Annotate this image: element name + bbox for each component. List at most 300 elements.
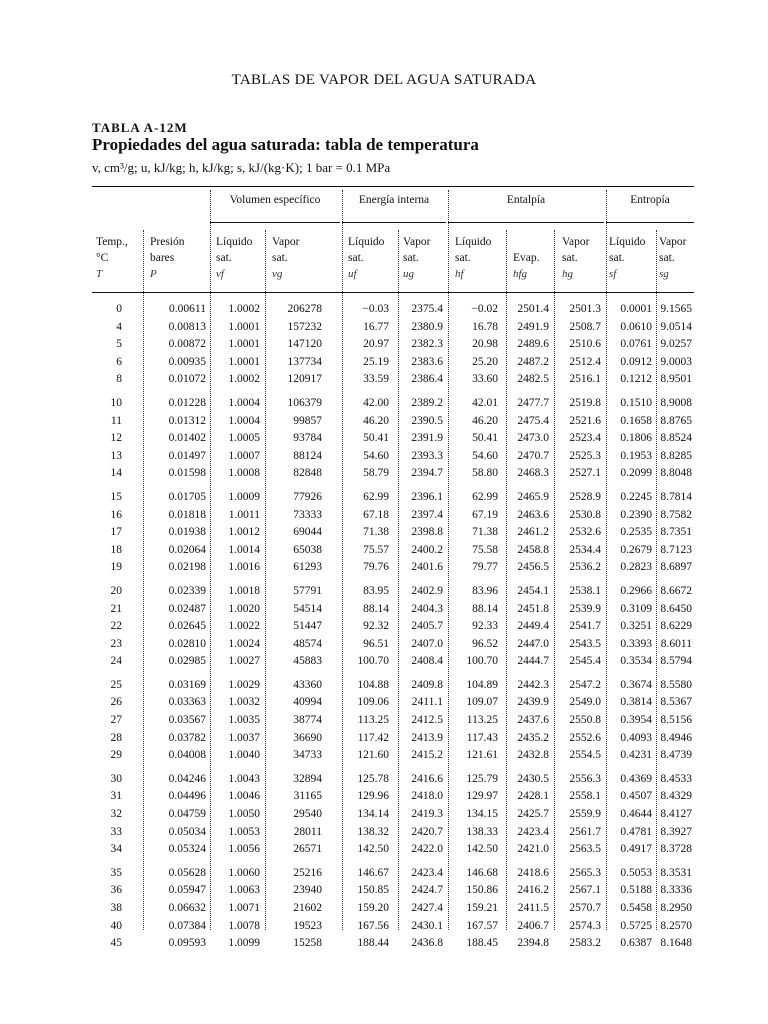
vg-cell: 28011 bbox=[293, 825, 322, 838]
hfg-cell: 2406.7 bbox=[517, 919, 549, 932]
uf-cell: 25.19 bbox=[363, 355, 389, 368]
hf-cell: 109.07 bbox=[466, 696, 498, 709]
hf-cell: 96.52 bbox=[472, 637, 498, 650]
uf-cell: 159.20 bbox=[357, 902, 389, 914]
table-row bbox=[0, 338, 768, 356]
table-row bbox=[0, 467, 768, 485]
vf-cell: 1.0078 bbox=[228, 919, 260, 932]
vg-cell: 45883 bbox=[293, 655, 322, 668]
hg-cell: 2574.3 bbox=[569, 919, 601, 932]
pressure-cell: 0.01598 bbox=[168, 467, 206, 480]
ug-cell: 2418.0 bbox=[411, 790, 443, 803]
temp-cell: 33 bbox=[110, 825, 122, 838]
ug-cell: 2397.4 bbox=[411, 508, 443, 521]
vf-cell: 1.0027 bbox=[228, 655, 260, 668]
ug-cell: 2408.4 bbox=[411, 655, 443, 668]
hg-cell: 2527.1 bbox=[569, 467, 601, 480]
hf-cell: −0.02 bbox=[471, 303, 498, 315]
hfg-cell: 2470.7 bbox=[517, 449, 549, 462]
sg-cell: 8.5156 bbox=[660, 714, 692, 727]
ug-cell: 2383.6 bbox=[411, 355, 443, 368]
uf-cell: 121.60 bbox=[357, 749, 389, 762]
ug-cell: 2398.8 bbox=[411, 526, 443, 539]
hf-cell: 67.19 bbox=[472, 508, 498, 521]
ug-cell: 2405.7 bbox=[411, 620, 443, 633]
hg-cell: 2508.7 bbox=[569, 320, 601, 333]
pressure-cell: 0.01312 bbox=[168, 414, 206, 427]
hg-cell: 2559.9 bbox=[569, 808, 601, 821]
header-sf: Líquido sat. sf bbox=[609, 236, 646, 280]
temp-cell: 14 bbox=[110, 467, 122, 480]
row-group bbox=[0, 491, 768, 579]
table-row bbox=[0, 937, 768, 955]
uf-cell: 67.18 bbox=[363, 508, 389, 521]
hf-cell: 129.97 bbox=[466, 790, 498, 803]
sf-cell: 0.4369 bbox=[620, 772, 652, 785]
sg-cell: 8.7351 bbox=[660, 526, 692, 539]
temp-cell: 11 bbox=[110, 414, 122, 427]
vf-cell: 1.0053 bbox=[228, 825, 260, 838]
hfg-cell: 2458.8 bbox=[517, 543, 549, 556]
hg-cell: 2550.8 bbox=[569, 714, 601, 727]
vf-cell: 1.0020 bbox=[228, 602, 260, 615]
vf-cell: 1.0060 bbox=[228, 866, 260, 879]
vg-cell: 26571 bbox=[293, 843, 322, 856]
pressure-cell: 0.05947 bbox=[168, 884, 206, 897]
sg-cell: 8.8524 bbox=[660, 432, 692, 445]
uf-cell: 92.32 bbox=[363, 620, 389, 633]
hfg-cell: 2411.5 bbox=[517, 902, 549, 914]
hf-cell: 71.38 bbox=[472, 526, 498, 539]
uf-cell: 79.76 bbox=[363, 561, 389, 574]
vg-cell: 88124 bbox=[293, 449, 322, 462]
sf-cell: 0.2535 bbox=[620, 526, 652, 539]
temp-cell: 4 bbox=[116, 320, 122, 333]
ug-cell: 2382.3 bbox=[411, 338, 443, 351]
uf-cell: 62.99 bbox=[363, 490, 389, 503]
vg-cell: 34733 bbox=[293, 749, 322, 762]
vf-cell: 1.0008 bbox=[228, 467, 260, 480]
vg-cell: 31165 bbox=[293, 790, 322, 803]
temp-cell: 29 bbox=[110, 749, 122, 762]
table-row bbox=[0, 902, 768, 920]
sf-cell: 0.5458 bbox=[620, 902, 652, 914]
row-group bbox=[0, 303, 768, 391]
hg-cell: 2536.2 bbox=[569, 561, 601, 574]
temp-cell: 34 bbox=[110, 843, 122, 856]
header-sg: Vapor sat. sg bbox=[659, 236, 687, 280]
hf-cell: 16.78 bbox=[472, 320, 498, 333]
vf-cell: 1.0001 bbox=[228, 320, 260, 333]
sf-cell: 0.1658 bbox=[620, 414, 652, 427]
sg-cell: 8.4127 bbox=[660, 808, 692, 821]
hfg-cell: 2501.4 bbox=[517, 303, 549, 315]
temp-cell: 24 bbox=[110, 655, 122, 668]
vf-cell: 1.0001 bbox=[228, 355, 260, 368]
header-ug: Vapor sat. ug bbox=[403, 236, 431, 280]
hg-cell: 2510.6 bbox=[569, 338, 601, 351]
hfg-cell: 2444.7 bbox=[517, 655, 549, 668]
sg-cell: 8.3927 bbox=[660, 825, 692, 838]
pressure-cell: 0.03567 bbox=[168, 714, 206, 727]
hf-cell: 75.58 bbox=[472, 543, 498, 556]
hf-cell: 25.20 bbox=[472, 355, 498, 368]
header-hf: Líquido sat. hf bbox=[455, 236, 492, 280]
hf-cell: 138.33 bbox=[466, 825, 498, 838]
hg-cell: 2532.6 bbox=[569, 526, 601, 539]
sg-cell: 8.6672 bbox=[660, 584, 692, 597]
vf-cell: 1.0001 bbox=[228, 338, 260, 351]
pressure-cell: 0.02198 bbox=[168, 561, 206, 574]
hf-cell: 121.61 bbox=[466, 749, 498, 762]
sg-cell: 8.4533 bbox=[660, 772, 692, 785]
ug-cell: 2419.3 bbox=[411, 808, 443, 821]
vg-cell: 54514 bbox=[293, 602, 322, 615]
uf-cell: 138.32 bbox=[357, 825, 389, 838]
temp-cell: 28 bbox=[110, 731, 122, 744]
uf-cell: 20.97 bbox=[363, 338, 389, 351]
group-rule-entropy bbox=[606, 222, 694, 223]
hf-cell: 46.20 bbox=[472, 414, 498, 427]
uf-cell: 88.14 bbox=[363, 602, 389, 615]
table-row bbox=[0, 450, 768, 468]
uf-cell: 146.67 bbox=[357, 866, 389, 879]
hg-cell: 2530.8 bbox=[569, 508, 601, 521]
header-uf: Líquido sat. uf bbox=[348, 236, 385, 280]
sg-cell: 8.6897 bbox=[660, 561, 692, 574]
hf-cell: 104.89 bbox=[466, 678, 498, 691]
sf-cell: 0.5188 bbox=[620, 884, 652, 897]
temp-cell: 15 bbox=[110, 490, 122, 503]
sg-cell: 8.6011 bbox=[660, 637, 692, 650]
temp-cell: 6 bbox=[116, 355, 122, 368]
vf-cell: 1.0040 bbox=[228, 749, 260, 762]
ug-cell: 2415.2 bbox=[411, 749, 443, 762]
ug-cell: 2386.4 bbox=[411, 373, 443, 386]
hg-cell: 2534.4 bbox=[569, 543, 601, 556]
temp-cell: 18 bbox=[110, 543, 122, 556]
temp-cell: 25 bbox=[110, 678, 122, 691]
pressure-cell: 0.04246 bbox=[168, 772, 206, 785]
sf-cell: 0.3534 bbox=[620, 655, 652, 668]
hfg-cell: 2454.1 bbox=[517, 584, 549, 597]
hg-cell: 2567.1 bbox=[569, 884, 601, 897]
hf-cell: 188.45 bbox=[466, 937, 498, 950]
vg-cell: 32894 bbox=[293, 772, 322, 785]
hfg-cell: 2435.2 bbox=[517, 731, 549, 744]
sg-cell: 9.0257 bbox=[660, 338, 692, 351]
pressure-cell: 0.00872 bbox=[168, 338, 206, 351]
table-row bbox=[0, 509, 768, 527]
hfg-cell: 2428.1 bbox=[517, 790, 549, 803]
hfg-cell: 2442.3 bbox=[517, 678, 549, 691]
header-hfg: Evap. hfg bbox=[513, 252, 540, 280]
table-row bbox=[0, 679, 768, 697]
pressure-cell: 0.05034 bbox=[168, 825, 206, 838]
sf-cell: 0.3814 bbox=[620, 696, 652, 709]
hg-cell: 2501.3 bbox=[569, 303, 601, 315]
hfg-cell: 2461.2 bbox=[517, 526, 549, 539]
vf-cell: 1.0037 bbox=[228, 731, 260, 744]
ug-cell: 2430.1 bbox=[411, 919, 443, 932]
pressure-cell: 0.03169 bbox=[168, 678, 206, 691]
pressure-cell: 0.03363 bbox=[168, 696, 206, 709]
sg-cell: 8.2570 bbox=[660, 919, 692, 932]
pressure-cell: 0.05324 bbox=[168, 843, 206, 856]
group-enthalpy: Entalpía bbox=[506, 194, 546, 206]
row-group bbox=[0, 867, 768, 955]
uf-cell: 42.00 bbox=[363, 396, 389, 409]
pressure-cell: 0.01072 bbox=[168, 373, 206, 386]
ug-cell: 2394.7 bbox=[411, 467, 443, 480]
hfg-cell: 2451.8 bbox=[517, 602, 549, 615]
row-group bbox=[0, 397, 768, 485]
pressure-cell: 0.01705 bbox=[168, 490, 206, 503]
hfg-cell: 2447.0 bbox=[517, 637, 549, 650]
temp-cell: 0 bbox=[116, 303, 122, 315]
hfg-cell: 2456.5 bbox=[517, 561, 549, 574]
sf-cell: 0.3954 bbox=[620, 714, 652, 727]
table-row bbox=[0, 526, 768, 544]
hfg-cell: 2437.6 bbox=[517, 714, 549, 727]
hfg-cell: 2394.8 bbox=[517, 937, 549, 950]
uf-cell: 109.06 bbox=[357, 696, 389, 709]
hg-cell: 2525.3 bbox=[569, 449, 601, 462]
table-row bbox=[0, 655, 768, 673]
ug-cell: 2424.7 bbox=[411, 884, 443, 897]
vg-cell: 15258 bbox=[293, 937, 322, 950]
vg-cell: 61293 bbox=[293, 561, 322, 574]
table-row bbox=[0, 790, 768, 808]
sg-cell: 8.7123 bbox=[660, 543, 692, 556]
pressure-cell: 0.04496 bbox=[168, 790, 206, 803]
group-energy: Energía interna bbox=[358, 194, 430, 206]
vg-cell: 120917 bbox=[287, 373, 322, 386]
group-entropy: Entropía bbox=[630, 194, 670, 206]
row-group bbox=[0, 679, 768, 767]
ug-cell: 2423.4 bbox=[411, 866, 443, 879]
sg-cell: 8.3531 bbox=[660, 866, 692, 879]
sf-cell: 0.3674 bbox=[620, 678, 652, 691]
sf-cell: 0.1806 bbox=[620, 432, 652, 445]
temp-cell: 30 bbox=[110, 772, 122, 785]
hf-cell: 146.68 bbox=[466, 866, 498, 879]
table-title: Propiedades del agua saturada: tabla de temperatura bbox=[92, 135, 479, 154]
table-row bbox=[0, 843, 768, 861]
table-row bbox=[0, 732, 768, 750]
vf-cell: 1.0063 bbox=[228, 884, 260, 897]
vf-cell: 1.0032 bbox=[228, 696, 260, 709]
sg-cell: 8.4946 bbox=[660, 731, 692, 744]
ug-cell: 2427.4 bbox=[411, 902, 443, 914]
pressure-cell: 0.02985 bbox=[168, 655, 206, 668]
header-hg: Vapor sat. hg bbox=[562, 236, 590, 280]
table-row bbox=[0, 544, 768, 562]
uf-cell: 96.51 bbox=[363, 637, 389, 650]
temp-cell: 13 bbox=[110, 449, 122, 462]
uf-cell: −0.03 bbox=[362, 303, 389, 315]
hg-cell: 2556.3 bbox=[569, 772, 601, 785]
hg-cell: 2558.1 bbox=[569, 790, 601, 803]
pressure-cell: 0.02810 bbox=[168, 637, 206, 650]
uf-cell: 150.85 bbox=[357, 884, 389, 897]
ug-cell: 2412.5 bbox=[411, 714, 443, 727]
units-line: v, cm³/g; u, kJ/kg; h, kJ/kg; s, kJ/(kg·K); 1 bar = 0.1 MPa bbox=[92, 160, 391, 175]
pressure-cell: 0.05628 bbox=[168, 866, 206, 879]
hg-cell: 2512.4 bbox=[569, 355, 601, 368]
header-temp: Temp., °C T bbox=[96, 236, 128, 280]
pressure-cell: 0.09593 bbox=[168, 937, 206, 950]
ug-cell: 2401.6 bbox=[411, 561, 443, 574]
uf-cell: 16.77 bbox=[363, 320, 389, 333]
temp-cell: 8 bbox=[116, 373, 122, 386]
hf-cell: 134.15 bbox=[466, 808, 498, 821]
sg-cell: 8.3336 bbox=[660, 884, 692, 897]
hg-cell: 2552.6 bbox=[569, 731, 601, 744]
sg-cell: 9.0003 bbox=[660, 355, 692, 368]
steam-table-body bbox=[0, 303, 768, 961]
vf-cell: 1.0004 bbox=[228, 414, 260, 427]
hf-cell: 50.41 bbox=[472, 432, 498, 445]
vf-cell: 1.0099 bbox=[228, 937, 260, 950]
hfg-cell: 2475.4 bbox=[517, 414, 549, 427]
hf-cell: 150.86 bbox=[466, 884, 498, 897]
pressure-cell: 0.04008 bbox=[168, 749, 206, 762]
sg-cell: 9.1565 bbox=[660, 303, 692, 315]
pressure-cell: 0.01228 bbox=[168, 396, 206, 409]
hg-cell: 2539.9 bbox=[569, 602, 601, 615]
vg-cell: 48574 bbox=[293, 637, 322, 650]
vf-cell: 1.0005 bbox=[228, 432, 260, 445]
sg-cell: 8.8285 bbox=[660, 449, 692, 462]
vg-cell: 36690 bbox=[293, 731, 322, 744]
vf-cell: 1.0016 bbox=[228, 561, 260, 574]
temp-cell: 36 bbox=[110, 884, 122, 897]
sf-cell: 0.4781 bbox=[620, 825, 652, 838]
pressure-cell: 0.02487 bbox=[168, 602, 206, 615]
sf-cell: 0.2099 bbox=[620, 467, 652, 480]
header-pressure: Presión bares P bbox=[150, 236, 185, 280]
vg-cell: 99857 bbox=[293, 414, 322, 427]
hfg-cell: 2482.5 bbox=[517, 373, 549, 386]
table-row bbox=[0, 867, 768, 885]
sf-cell: 0.1953 bbox=[620, 449, 652, 462]
pressure-cell: 0.01938 bbox=[168, 526, 206, 539]
vg-cell: 206278 bbox=[287, 303, 322, 315]
hf-cell: 20.98 bbox=[472, 338, 498, 351]
pressure-cell: 0.06632 bbox=[168, 902, 206, 914]
hf-cell: 142.50 bbox=[466, 843, 498, 856]
ug-cell: 2409.8 bbox=[411, 678, 443, 691]
group-rule-volume bbox=[210, 222, 340, 223]
table-row bbox=[0, 303, 768, 321]
header-bottom-rule bbox=[92, 292, 694, 293]
temp-cell: 20 bbox=[110, 584, 122, 597]
uf-cell: 113.25 bbox=[357, 714, 389, 727]
table-row bbox=[0, 432, 768, 450]
pressure-cell: 0.00611 bbox=[169, 303, 206, 315]
sf-cell: 0.2390 bbox=[620, 508, 652, 521]
uf-cell: 54.60 bbox=[363, 449, 389, 462]
hf-cell: 88.14 bbox=[472, 602, 498, 615]
ug-cell: 2416.6 bbox=[411, 772, 443, 785]
hfg-cell: 2491.9 bbox=[517, 320, 549, 333]
table-row bbox=[0, 603, 768, 621]
hfg-cell: 2465.9 bbox=[517, 490, 549, 503]
temp-cell: 38 bbox=[110, 902, 122, 914]
header-vg: Vapor sat. vg bbox=[272, 236, 300, 280]
uf-cell: 167.56 bbox=[357, 919, 389, 932]
ug-cell: 2420.7 bbox=[411, 825, 443, 838]
hg-cell: 2563.5 bbox=[569, 843, 601, 856]
temp-cell: 16 bbox=[110, 508, 122, 521]
hf-cell: 79.77 bbox=[472, 561, 498, 574]
pressure-cell: 0.02339 bbox=[168, 584, 206, 597]
temp-cell: 21 bbox=[110, 602, 122, 615]
ug-cell: 2400.2 bbox=[411, 543, 443, 556]
vg-cell: 38774 bbox=[293, 714, 322, 727]
temp-cell: 5 bbox=[116, 338, 122, 351]
vf-cell: 1.0009 bbox=[228, 490, 260, 503]
sf-cell: 0.0912 bbox=[620, 355, 652, 368]
hf-cell: 125.79 bbox=[466, 772, 498, 785]
table-row bbox=[0, 585, 768, 603]
pressure-cell: 0.01497 bbox=[168, 449, 206, 462]
hf-cell: 54.60 bbox=[472, 449, 498, 462]
sf-cell: 0.0761 bbox=[620, 338, 652, 351]
ug-cell: 2404.3 bbox=[411, 602, 443, 615]
hf-cell: 167.57 bbox=[466, 919, 498, 932]
hf-cell: 58.80 bbox=[472, 467, 498, 480]
table-row bbox=[0, 620, 768, 638]
temp-cell: 35 bbox=[110, 866, 122, 879]
table-row bbox=[0, 884, 768, 902]
table-row bbox=[0, 561, 768, 579]
vf-cell: 1.0050 bbox=[228, 808, 260, 821]
temp-cell: 10 bbox=[110, 396, 122, 409]
sf-cell: 0.0001 bbox=[620, 303, 652, 315]
sg-cell: 8.3728 bbox=[660, 843, 692, 856]
temp-cell: 31 bbox=[110, 790, 122, 803]
group-volume: Volumen específico bbox=[229, 194, 321, 206]
temp-cell: 19 bbox=[110, 561, 122, 574]
sf-cell: 0.4231 bbox=[620, 749, 652, 762]
sf-cell: 0.1510 bbox=[620, 396, 652, 409]
hf-cell: 83.96 bbox=[472, 584, 498, 597]
uf-cell: 50.41 bbox=[363, 432, 389, 445]
pressure-cell: 0.02645 bbox=[168, 620, 206, 633]
hf-cell: 42.01 bbox=[472, 396, 498, 409]
uf-cell: 125.78 bbox=[357, 772, 389, 785]
vg-cell: 25216 bbox=[293, 866, 322, 879]
ug-cell: 2402.9 bbox=[411, 584, 443, 597]
sg-cell: 8.9008 bbox=[660, 396, 692, 409]
sg-cell: 8.1648 bbox=[660, 937, 692, 950]
sf-cell: 0.3109 bbox=[620, 602, 652, 615]
vg-cell: 157232 bbox=[287, 320, 322, 333]
vg-cell: 137734 bbox=[287, 355, 322, 368]
hf-cell: 33.60 bbox=[472, 373, 498, 386]
hfg-cell: 2449.4 bbox=[517, 620, 549, 633]
table-row bbox=[0, 920, 768, 938]
sf-cell: 0.5725 bbox=[620, 919, 652, 932]
sf-cell: 0.0610 bbox=[620, 320, 652, 333]
hg-cell: 2549.0 bbox=[569, 696, 601, 709]
vf-cell: 1.0018 bbox=[228, 584, 260, 597]
hg-cell: 2528.9 bbox=[569, 490, 601, 503]
ug-cell: 2390.5 bbox=[411, 414, 443, 427]
ug-cell: 2436.8 bbox=[411, 937, 443, 950]
